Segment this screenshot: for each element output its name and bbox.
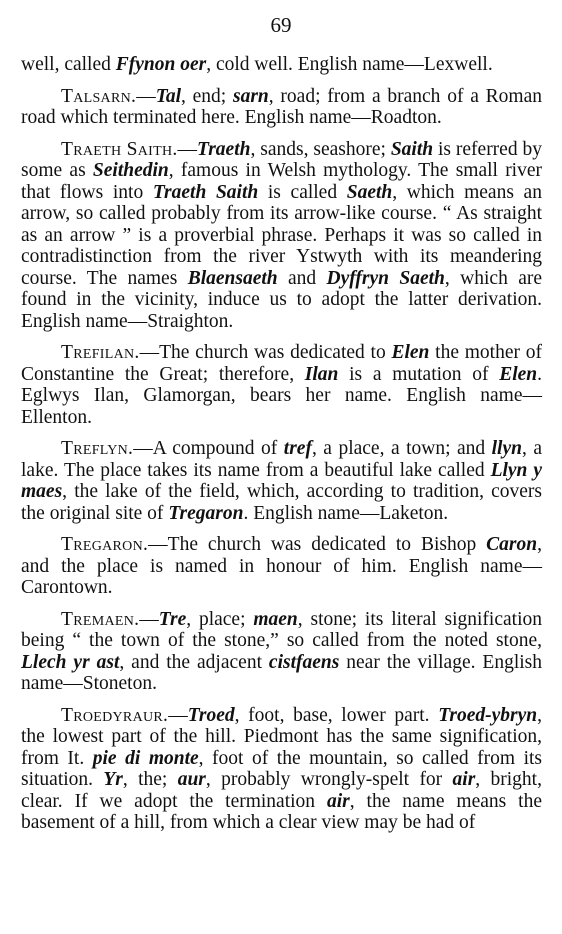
welsh-term: Traeth Saith xyxy=(152,181,259,203)
entry-text: the mother of Constantine the Great; therefore, xyxy=(21,342,542,385)
welsh-term: Tregaron xyxy=(168,502,244,524)
welsh-term: llyn xyxy=(491,438,522,459)
entry-text: , and the place is named in honour of him. English name—Carontown. xyxy=(21,534,542,598)
entry-text: , bright, clear. If we adopt the termination xyxy=(21,769,542,812)
place-name-entry xyxy=(21,705,542,834)
entry-heading: Tregaron. xyxy=(61,534,149,555)
welsh-term: Troed xyxy=(187,704,235,726)
welsh-term: Tal xyxy=(155,85,181,107)
entry-text: , foot of the mountain, so called from its situation. xyxy=(21,747,543,790)
entry-text: , the; xyxy=(122,769,178,790)
welsh-term: Elen xyxy=(391,342,430,363)
entry-text: is called xyxy=(258,181,347,203)
welsh-term: Saith xyxy=(390,138,434,160)
entry-text: — xyxy=(177,138,198,160)
welsh-term: maen xyxy=(253,608,298,630)
welsh-term: air xyxy=(452,769,476,790)
place-name-entry xyxy=(21,54,542,76)
entry-heading: Talsarn. xyxy=(61,85,137,107)
entry-text: , the name means the basement of a hill, from which a clear view may be had of xyxy=(21,790,542,833)
entry-text: —A compound of xyxy=(133,438,284,459)
welsh-term: sarn xyxy=(233,85,269,107)
welsh-term: aur xyxy=(177,769,206,790)
welsh-term: Dyffryn Saeth xyxy=(326,267,445,289)
entry-text: . English name—Laketon. xyxy=(243,502,449,524)
welsh-term: Ffynon oer xyxy=(115,54,207,75)
entry-text: — xyxy=(136,85,156,107)
welsh-term: Troed-ybryn xyxy=(438,704,538,726)
welsh-term: Llyn y maes xyxy=(21,459,542,502)
entry-heading: Treflyn. xyxy=(61,438,134,459)
entry-text: is a mutation of xyxy=(338,363,500,385)
welsh-term: Elen xyxy=(499,363,538,385)
entry-text: , the lowest part of the hill. Piedmont has the same signification, from It. xyxy=(21,704,542,769)
welsh-term: Tre xyxy=(158,608,187,630)
entry-text: , sands, seashore; xyxy=(250,138,391,160)
entry-heading: Troedyraur. xyxy=(61,704,169,726)
place-name-entry xyxy=(21,438,542,524)
entry-text: —The church was dedicated to Bishop xyxy=(148,534,487,555)
entry-text: near the village. English name—Stoneton. xyxy=(21,651,542,694)
entry-text: . Eglwys Ilan, Glamorgan, bears her name. English name—Ellenton. xyxy=(21,363,543,428)
entry-heading: Trefilan. xyxy=(61,342,140,363)
welsh-term: Ilan xyxy=(304,363,339,385)
welsh-term: tref xyxy=(283,438,312,459)
entry-text: —The church was dedicated to xyxy=(139,342,392,363)
entry-heading: Tremaen. xyxy=(61,608,140,630)
entry-text: and xyxy=(277,267,327,289)
entry-text: , probably wrongly-spelt for xyxy=(205,769,453,790)
entry-text: , which are found in the vicinity, induce us to adopt the latter derivation. English name—Straighton. xyxy=(21,267,542,332)
entry-text: , cold well. English name—Lexwell. xyxy=(206,54,493,75)
page-number: 69 xyxy=(270,13,292,37)
welsh-term: Caron xyxy=(486,534,538,555)
welsh-term: pie di monte xyxy=(92,747,199,769)
welsh-term: air xyxy=(326,790,350,812)
entry-text: well, called xyxy=(21,54,116,75)
entry-text: , a lake. The place takes its name from a beautiful lake called xyxy=(21,438,543,481)
document-body xyxy=(21,54,542,844)
entry-text: , stone; its literal signification being “ the town of the stone,” so called from the noted stone, xyxy=(21,608,542,651)
entry-text: , road; from a branch of a Roman road which terminated here. English name—Roadton. xyxy=(21,85,542,128)
welsh-term: Llech yr ast xyxy=(21,651,120,673)
place-name-entry xyxy=(21,534,542,599)
welsh-term: Traeth xyxy=(197,138,251,160)
entry-text: , and the adjacent xyxy=(119,651,269,673)
entry-text: , foot, base, lower part. xyxy=(234,704,439,726)
place-name-entry xyxy=(21,609,542,695)
welsh-term: Seithedin xyxy=(92,160,169,181)
welsh-term: Saeth xyxy=(346,181,393,203)
entry-text: , which means an arrow, so called probably from its arrow-like course. “ As straight as an arrow ” is a proverbial phrase. Perhaps it was so called in contradistinction from the river Ystwyth with its meandering course. The names xyxy=(21,181,542,289)
entry-text: , the lake of the field, which, according to tradition, covers the original site of xyxy=(21,481,542,524)
entry-text: , a place, a town; and xyxy=(311,438,492,459)
entry-text: , famous in Welsh mythology. The small river that flows into xyxy=(21,160,542,203)
welsh-term: Blaensaeth xyxy=(187,267,278,289)
place-name-entry xyxy=(21,86,542,129)
welsh-term: cistfaens xyxy=(268,651,340,673)
place-name-entry xyxy=(21,139,542,333)
welsh-term: Yr xyxy=(103,769,123,790)
entry-text: , end; xyxy=(181,85,233,107)
entry-text: — xyxy=(139,608,159,630)
entry-text: is referred by some as xyxy=(21,138,542,181)
entry-text: , place; xyxy=(186,608,254,630)
entry-heading: Traeth Saith. xyxy=(61,138,178,160)
place-name-entry xyxy=(21,342,542,428)
entry-text: — xyxy=(168,704,188,726)
